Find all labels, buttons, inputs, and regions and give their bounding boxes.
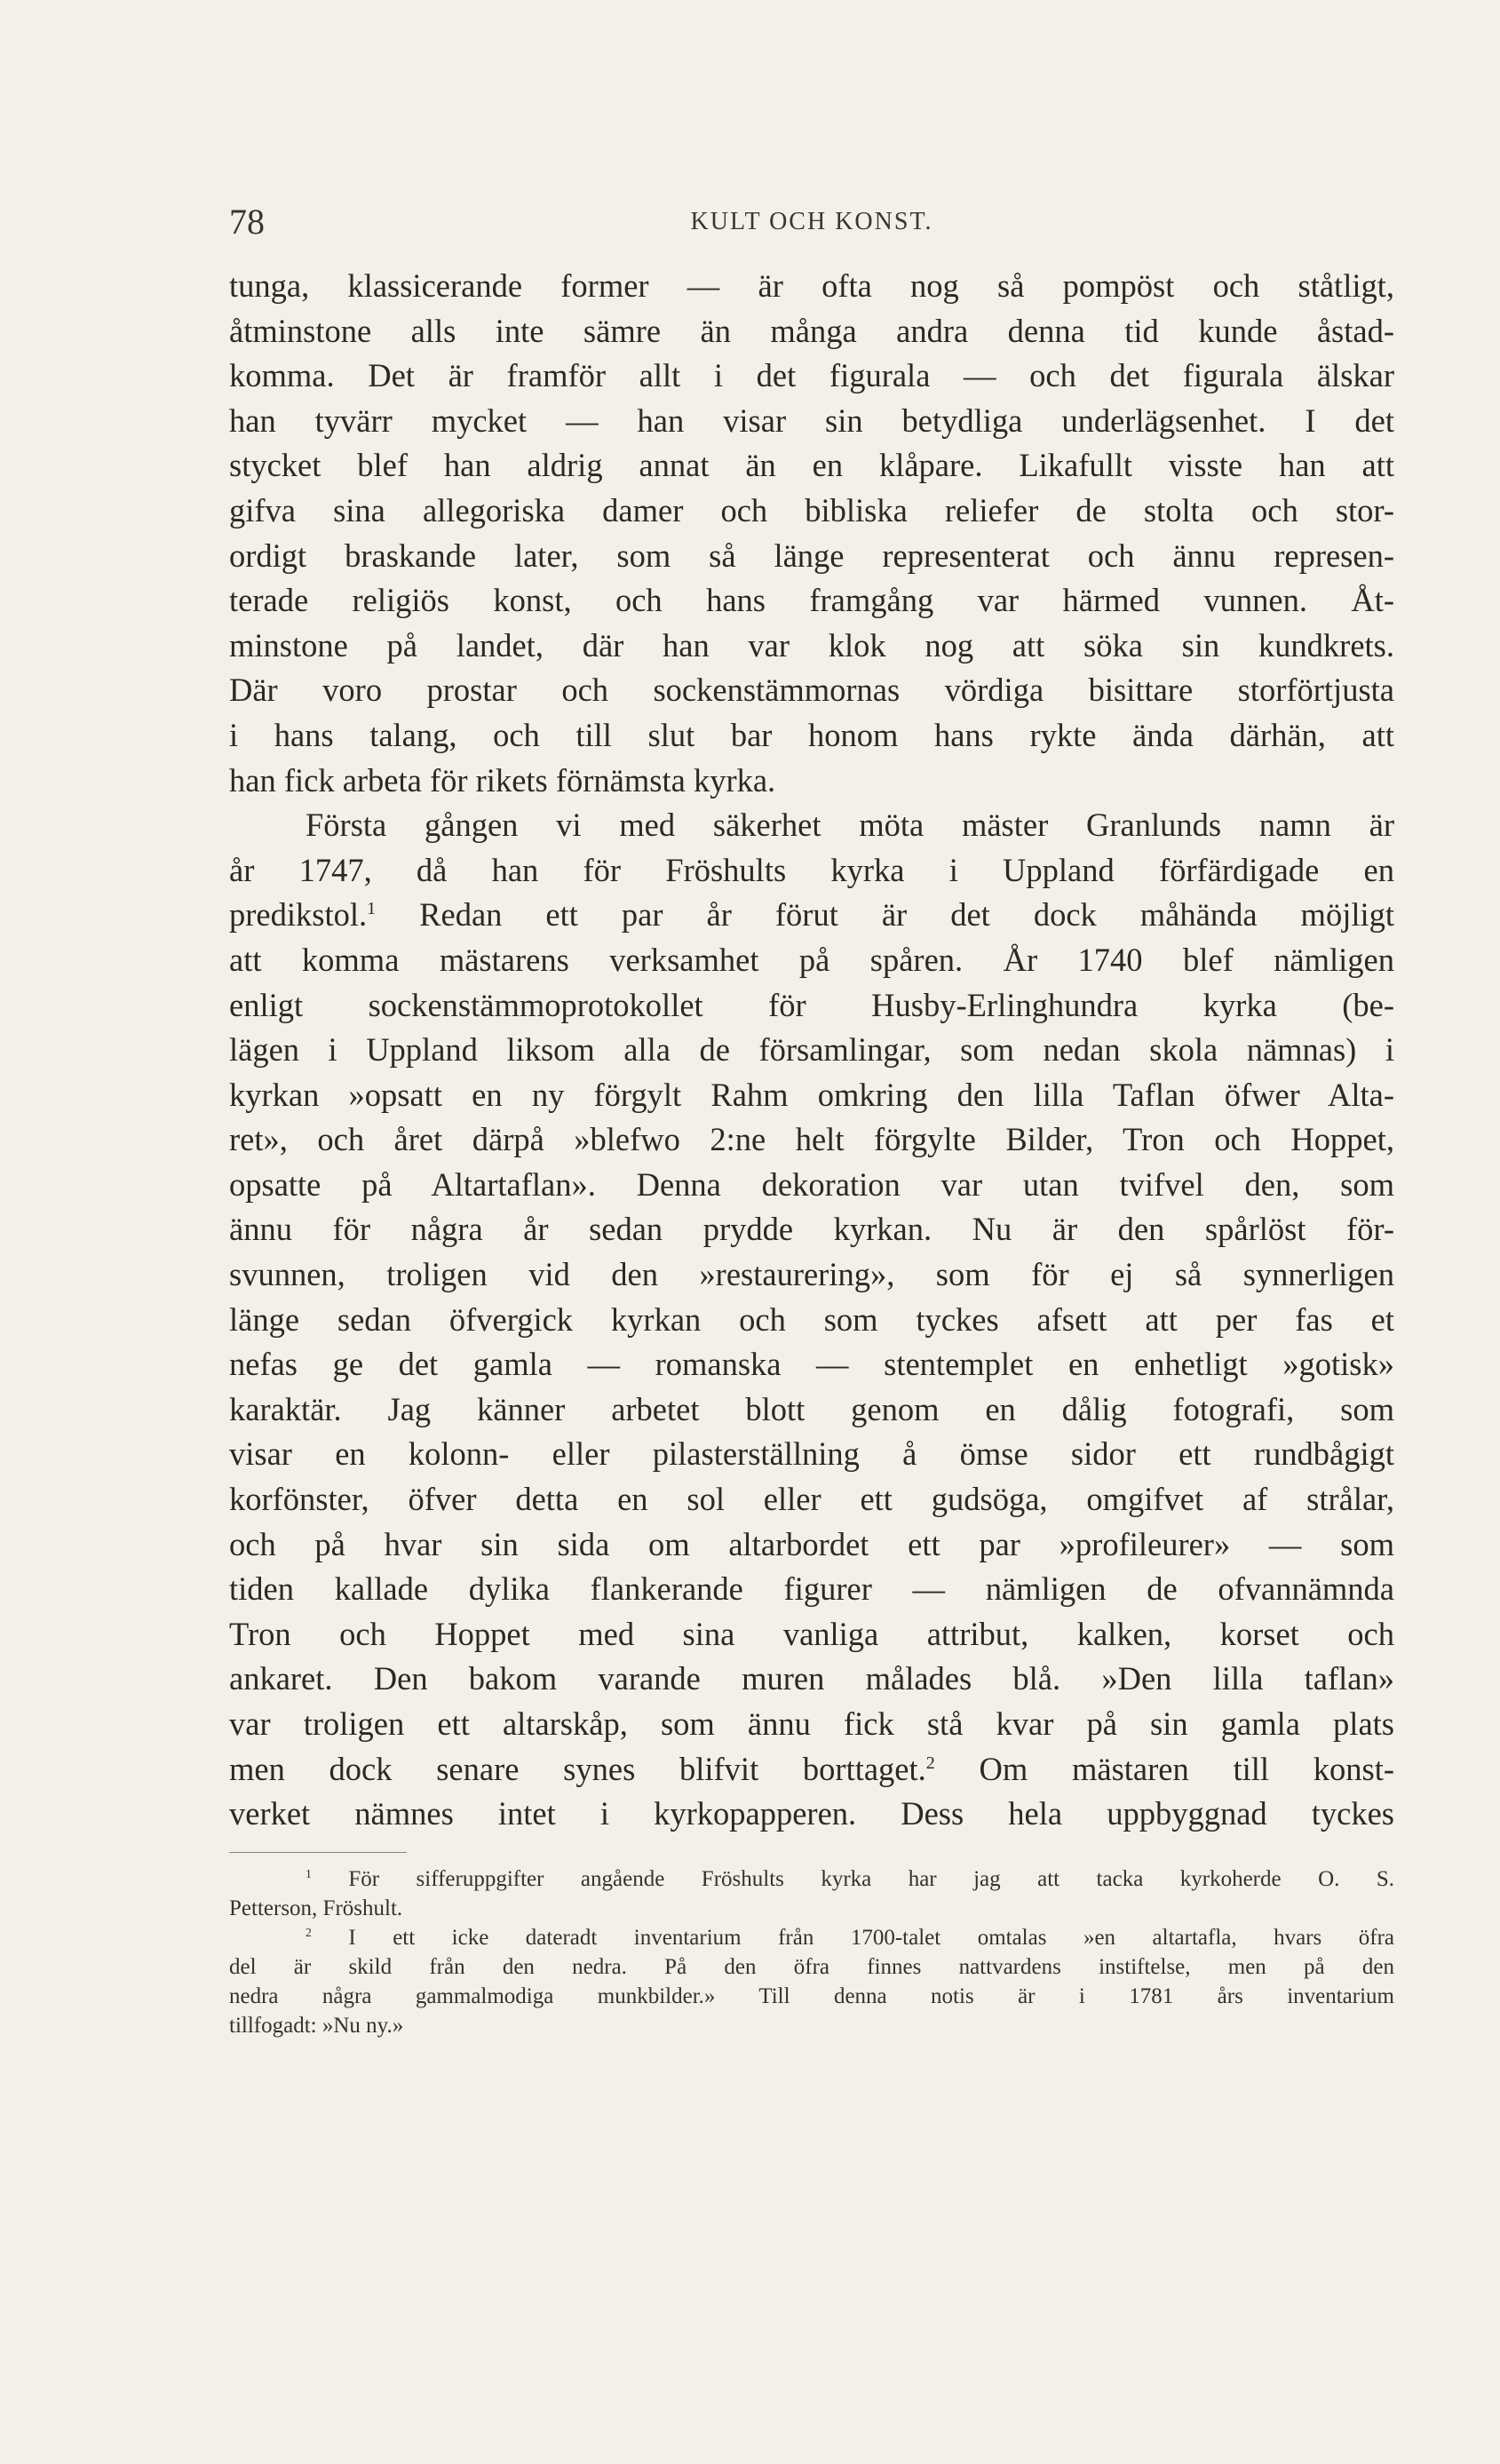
text-line: svunnen, troligen vid den »restaurering», som för ej så synnerligen — [229, 1256, 1394, 1293]
text-segment: Om mästaren till konst- — [979, 1750, 1394, 1787]
text-line: ret», och året därpå »blefwo 2:ne helt förgylte Bilder, Tron och Hoppet, — [229, 1121, 1394, 1158]
text-segment: men dock senare synes blifvit borttaget. — [229, 1750, 926, 1787]
text-line: Första gången vi med säkerhet möta mäster Granlunds namn är — [306, 807, 1394, 844]
text-line: enligt sockenstämmoprotokollet för Husby-Erlinghundra kyrka (be- — [229, 986, 1394, 1023]
footnote-marker: 2 — [306, 1926, 312, 1940]
text-line: verket nämnes intet i kyrkopapperen. Dess hela uppbyggnad tyckes — [229, 1795, 1394, 1832]
text-line: tunga, klassicerande former — är ofta nog så pompöst och ståtligt, — [229, 267, 1394, 304]
text-line: kyrkan »opsatt en ny förgylt Rahm omkring den lilla Taflan öfwer Alta- — [229, 1076, 1394, 1113]
page-number: 78 — [229, 202, 265, 242]
footnote-line: tillfogadt: »Nu ny.» — [229, 2014, 404, 2038]
text-line: visar en kolonn- eller pilasterställning å ömse sidor ett rundbågigt — [229, 1435, 1394, 1473]
text-line: ännu för några år sedan prydde kyrkan. Nu är den spårlöst för- — [229, 1211, 1394, 1248]
text-line: Där voro prostar och sockenstämmornas vördiga bisittare storförtjusta — [229, 672, 1394, 709]
footnote-ref-2: 2 — [925, 1753, 935, 1773]
footnote-text: För sifferuppgifter angående Fröshults kyrka har jag att tacka kyrkoherde O. S. — [348, 1867, 1394, 1891]
text-line: karaktär. Jag känner arbetet blott genom en dålig fotografi, som — [229, 1390, 1394, 1427]
text-line: lägen i Uppland liksom alla de församlingar, som nedan skola nämnas) i — [229, 1031, 1394, 1069]
text-line: var troligen ett altarskåp, som ännu fick stå kvar på sin gamla plats — [229, 1705, 1394, 1742]
running-head: KULT OCH KONST. — [690, 208, 933, 235]
footnote-marker: 1 — [306, 1867, 312, 1881]
footnote-text: I ett icke dateradt inventarium från 1700-talet omtalas »en altartafla, hvars öfra — [348, 1926, 1394, 1950]
text-line: terade religiös konst, och hans framgång var härmed vunnen. Åt- — [229, 582, 1394, 619]
text-line: han tyvärr mycket — han visar sin betydliga underlägsenhet. I det — [229, 401, 1394, 439]
footnote-line: del är skild från den nedra. På den öfra finnes nattvardens instiftelse, men på den — [229, 1955, 1394, 1979]
footnote-2 — [229, 1923, 1394, 1952]
text-line: han fick arbeta för rikets förnämsta kyrka. — [229, 761, 776, 799]
footnote-ref-1: 1 — [367, 899, 377, 919]
text-line: år 1747, då han för Fröshults kyrka i Uppland förfärdigade en — [229, 851, 1394, 888]
text-line: gifva sina allegoriska damer och bibliska reliefer de stolta och stor- — [229, 491, 1394, 529]
footnotes — [229, 1864, 1394, 2040]
text-line: opsatte på Altartaflan». Denna dekoration var utan tvifvel den, som — [229, 1165, 1394, 1203]
text-line-with-footnote — [229, 1747, 1394, 1792]
text-segment: predikstol. — [229, 896, 368, 934]
text-line: komma. Det är framför allt i det figurala — och det figurala älskar — [229, 357, 1394, 394]
footnote-line: Petterson, Fröshult. — [229, 1896, 403, 1920]
text-line: Tron och Hoppet med sina vanliga attribut, kalken, korset och — [229, 1615, 1394, 1652]
footnote-divider — [229, 1852, 407, 1853]
text-line: länge sedan öfvergick kyrkan och som tyckes afsett att per fas et — [229, 1300, 1394, 1338]
text-line-with-footnote — [229, 893, 1394, 938]
footnote-line: nedra några gammalmodiga munkbilder.» Till denna notis är i 1781 års inventarium — [229, 1984, 1394, 2008]
text-line: tiden kallade dylika flankerande figurer — nämligen de ofvannämnda — [229, 1570, 1394, 1608]
text-line: ankaret. Den bakom varande muren målades blå. »Den lilla taflan» — [229, 1660, 1394, 1697]
text-line: nefas ge det gamla — romanska — stentemplet en enhetligt »gotisk» — [229, 1346, 1394, 1383]
text-line: korfönster, öfver detta en sol eller ett gudsöga, omgifvet af strålar, — [229, 1481, 1394, 1518]
text-line: åtminstone alls inte sämre än många andra denna tid kunde åstad- — [229, 312, 1394, 349]
text-line: och på hvar sin sida om altarbordet ett par »profileurer» — som — [229, 1525, 1394, 1562]
text-line: i hans talang, och till slut bar honom hans rykte ända därhän, att — [229, 716, 1394, 753]
text-segment: Redan ett par år förut är det dock måhända möjligt — [419, 896, 1395, 934]
text-line: att komma mästarens verksamhet på spåren. År 1740 blef nämligen — [229, 941, 1394, 978]
footnote-1 — [229, 1864, 1394, 1894]
page-header — [229, 203, 1394, 242]
text-line: minstone på landet, där han var klok nog att söka sin kundkrets. — [229, 626, 1394, 664]
text-line: ordigt braskande later, som så länge representerat och ännu represen- — [229, 537, 1394, 574]
body-text — [229, 264, 1394, 1837]
text-line: stycket blef han aldrig annat än en klåpare. Likafullt visste han att — [229, 447, 1394, 484]
